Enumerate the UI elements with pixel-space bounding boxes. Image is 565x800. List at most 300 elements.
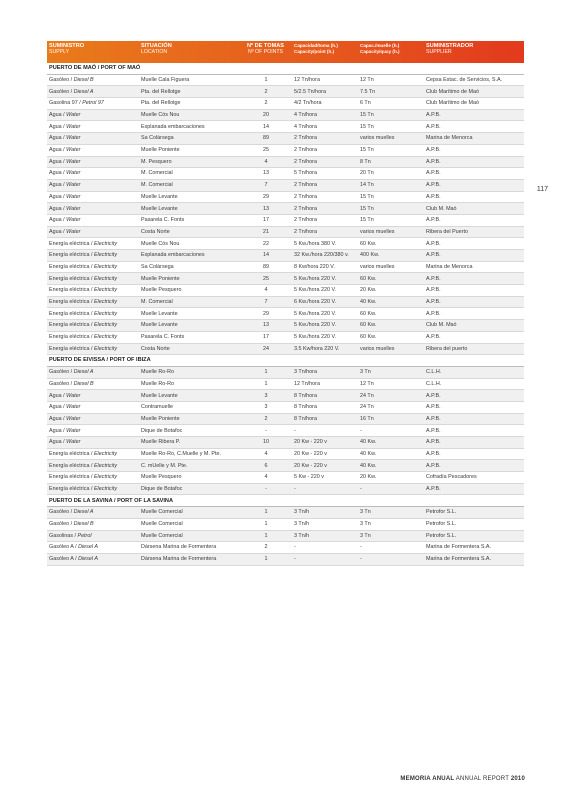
cell-capacity-point: 20 Kw - 220 v [292,460,358,472]
cell-capacity-quay: 60 Kw. [358,308,424,320]
cell-location: Costa Norte [139,226,240,238]
cell-supply [47,553,139,565]
table-row [47,285,524,297]
header-capacity-quay: Capac./muelle (h.) Capacity/quay (h.) [360,43,400,54]
cell-capacity-quay: 6 Tn [358,98,424,110]
cell-points: 25 [240,144,292,156]
cell-capacity-quay: 15 Tn [358,203,424,215]
cell-location: Muelle Ro-Ro, C.Muelle y M. Pte. [139,448,240,460]
cell-points: 4 [240,472,292,484]
cell-capacity-quay: 14 Tn [358,179,424,191]
cell-location: Muelle Comercial [139,518,240,530]
supply-en: Diesel A [73,369,94,376]
table-row [47,261,524,273]
cell-points: 21 [240,226,292,238]
cell-points: 17 [240,214,292,226]
supply-en: Diesel A [73,509,94,516]
cell-points: 2 [240,542,292,554]
supply-es: Agua / [49,182,67,189]
cell-capacity-point: 5 Kw - 220 v [292,472,358,484]
supply-en: Water [66,123,81,130]
cell-location: C. mUelle y M. Pte. [139,460,240,472]
supply-es: Gasóleo / [49,509,74,516]
cell-supplier: A.P.B. [424,214,524,226]
supply-en: Water [66,415,81,422]
supply-en: Diesel B [73,521,94,528]
cell-capacity-point: 5 Kw./hora 380 V. [292,238,358,250]
table-row [47,168,524,180]
supply-es: Energía eléctrica / [49,240,94,247]
cell-capacity-quay: 3 Tn [358,366,424,378]
cell-location: Muelle Levante [139,191,240,203]
cell-capacity-quay: 40 Kw. [358,448,424,460]
cell-location: Pasarela C. Fonts [139,214,240,226]
cell-supply [47,203,139,215]
cell-location: M. Pesquero [139,156,240,168]
cell-supplier: Ribera del puerto [424,343,524,355]
cell-location: Muelle Ro-Ro [139,366,240,378]
cell-location: Explanada embarcaciones [139,121,240,133]
supply-es: Gasóleo / [49,380,74,387]
supply-es: Agua / [49,415,67,422]
cell-capacity-quay: - [358,542,424,554]
supply-en: Petrol 97 [82,100,104,107]
cell-supply [47,378,139,390]
cell-capacity-point: 8 Tn/hora [292,413,358,425]
cell-location: Muelle Poniente [139,413,240,425]
header-supplier: SUMINISTRADOR SUPPLIER [426,43,474,56]
table-row [47,437,524,449]
cell-location: Muelle Levante [139,308,240,320]
table-row [47,460,524,472]
cell-capacity-point: - [292,553,358,565]
cell-capacity-point: - [292,483,358,495]
cell-points: 25 [240,273,292,285]
supply-table-container [47,41,524,566]
table-row [47,320,524,332]
cell-capacity-point: 5 Kw./hora 220 V. [292,320,358,332]
cell-supplier: A.P.B. [424,296,524,308]
supply-es: Agua / [49,427,67,434]
cell-capacity-quay: varios muelles [358,226,424,238]
cell-supply [47,86,139,98]
cell-capacity-quay: 15 Tn [358,191,424,203]
cell-supplier: Cofradía Pescadores [424,472,524,484]
cell-supplier: A.P.B. [424,413,524,425]
cell-capacity-point: 5 Tn/hora [292,168,358,180]
supply-es: Energía eléctrica / [49,334,94,341]
cell-location: Muelle Levante [139,320,240,332]
cell-supplier: A.P.B. [424,250,524,262]
cell-supply [47,518,139,530]
cell-capacity-quay: varios muelles [358,343,424,355]
cell-capacity-point: 3 Tn/hora [292,366,358,378]
supply-en: Water [66,193,81,200]
cell-capacity-quay: 40 Kw. [358,460,424,472]
cell-supplier: Ribera del Puerto [424,226,524,238]
supply-es: Energía eléctrica / [49,322,94,329]
cell-supply [47,472,139,484]
table-row [47,401,524,413]
cell-supply [47,320,139,332]
cell-location: M. Comercial [139,296,240,308]
cell-capacity-point: 8 Tn/hora [292,390,358,402]
supply-en: Diesel A [78,556,98,563]
section-header [47,355,524,367]
header-points: Nº DE TOMAS Nº OF POINTS [246,43,285,56]
cell-points: 10 [240,437,292,449]
cell-capacity-quay: 12 Tn [358,378,424,390]
cell-supply [47,121,139,133]
supply-en: Water [66,147,81,154]
supply-en: Water [66,392,81,399]
supply-en: Water [66,170,81,177]
cell-capacity-quay: 20 Tn [358,168,424,180]
table-row [47,109,524,121]
table-row [47,144,524,156]
table-row [47,203,524,215]
cell-supply [47,133,139,145]
cell-supply [47,250,139,262]
cell-supplier: A.P.B. [424,437,524,449]
cell-capacity-point: 6 Kw./hora 220 V. [292,296,358,308]
cell-supply [47,261,139,273]
header-location: SITUACIÓN LOCATION [141,43,172,56]
cell-points: 4 [240,156,292,168]
table-row [47,121,524,133]
cell-points: 7 [240,296,292,308]
cell-points: 4 [240,285,292,297]
cell-location: Muelle Pesquero [139,285,240,297]
supply-es: Energía eléctrica / [49,275,94,282]
cell-capacity-point: 2 Tn/hora [292,226,358,238]
supply-en: Electricity [93,287,118,294]
cell-capacity-quay: - [358,553,424,565]
cell-location: Pta. del Rellotge [139,98,240,110]
supply-en: Electricity [93,474,118,481]
cell-capacity-point: 5 Kw./hora 220 V. [292,273,358,285]
supply-es: Energía eléctrica / [49,462,94,469]
supply-es: Energía eléctrica / [49,310,94,317]
cell-location: Contramuelle [139,401,240,413]
supply-es: Gasóleo / [49,76,74,83]
cell-supplier: A.P.B. [424,483,524,495]
cell-supply [47,437,139,449]
cell-capacity-point: 5 Kw./hora 220 V. [292,308,358,320]
supply-es: Gasolinas / [49,532,78,539]
cell-location: Muelle Levante [139,203,240,215]
cell-capacity-point: 5 Kw./hora 220 V. [292,331,358,343]
cell-capacity-quay: 8 Tn [358,156,424,168]
cell-points: 89 [240,133,292,145]
cell-supply [47,273,139,285]
cell-supply [47,168,139,180]
section-title: PUERTO DE MAÓ / PORT OF MAÓ [47,63,524,74]
cell-capacity-quay: 60 Kw. [358,238,424,250]
cell-capacity-point: 5 Kw./hora 220 V. [292,285,358,297]
cell-capacity-quay: 3 Tn [358,530,424,542]
cell-points: 13 [240,168,292,180]
table-row [47,343,524,355]
cell-capacity-quay: - [358,483,424,495]
cell-supplier: A.P.B. [424,144,524,156]
cell-capacity-point: 4 Tn/hora [292,121,358,133]
cell-location: Muelle Comercial [139,507,240,519]
cell-capacity-quay: 3 Tn [358,507,424,519]
supply-en: Water [66,404,81,411]
footer-title-es: MEMORIA ANUAL [400,776,455,782]
cell-supply [47,308,139,320]
cell-supply [47,401,139,413]
cell-capacity-point: - [292,425,358,437]
table-row [47,413,524,425]
supply-es: Energía eléctrica / [49,252,94,259]
cell-capacity-quay: 24 Tn [358,390,424,402]
cell-capacity-point: 4/2 Tn/hora [292,98,358,110]
table-row [47,331,524,343]
cell-points: 1 [240,507,292,519]
cell-capacity-quay: 60 Kw. [358,320,424,332]
supply-en: Electricity [93,310,118,317]
cell-supply [47,343,139,355]
cell-supplier: Marina de Menorca [424,261,524,273]
section-title: PUERTO DE EIVISSA / PORT OF IBIZA [47,355,524,367]
cell-points: 20 [240,109,292,121]
footer [400,776,525,782]
cell-location: Dársena Marina de Formentera [139,553,240,565]
cell-supplier: Club Marítimo de Maó [424,86,524,98]
cell-capacity-quay: 3 Tn [358,518,424,530]
cell-capacity-point: - [292,542,358,554]
supply-es: Agua / [49,123,67,130]
cell-points: 4 [240,448,292,460]
cell-location: Explanada embarcaciones [139,250,240,262]
supply-en: Electricity [93,450,118,457]
cell-supplier: Petrofor S.L. [424,507,524,519]
supply-table [47,41,524,566]
supply-es: Agua / [49,147,67,154]
cell-points: 1 [240,518,292,530]
cell-location: Dársena Marina de Formentera [139,542,240,554]
supply-en: Electricity [93,334,118,341]
supply-es: Agua / [49,392,67,399]
supply-es: Agua / [49,158,67,165]
table-row [47,518,524,530]
cell-supplier: Club M. Maó [424,320,524,332]
table-row [47,86,524,98]
cell-capacity-point: 2 Tn/hora [292,214,358,226]
cell-location: Dique de Botafoc [139,425,240,437]
cell-supply [47,530,139,542]
supply-en: Electricity [93,322,118,329]
supply-es: Gasóleo A / [49,544,79,551]
cell-capacity-point: 2 Tn/hora [292,203,358,215]
supply-es: Energía eléctrica / [49,263,94,270]
cell-supply [47,296,139,308]
cell-points: 2 [240,86,292,98]
cell-supply [47,191,139,203]
supply-en: Electricity [93,252,118,259]
table-row [47,214,524,226]
table-row [47,273,524,285]
supply-en: Water [66,112,81,119]
cell-capacity-quay: 20 Kw. [358,285,424,297]
cell-points: 1 [240,530,292,542]
table-row [47,507,524,519]
cell-capacity-point: 5/2.5 Tn/hora [292,86,358,98]
cell-points: 2 [240,413,292,425]
cell-capacity-quay: 15 Tn [358,214,424,226]
cell-supply [47,226,139,238]
page-number: 117 [536,186,548,193]
table-row [47,448,524,460]
supply-en: Diesel A [73,88,94,95]
cell-points: 24 [240,343,292,355]
cell-supply [47,366,139,378]
table-row [47,425,524,437]
supply-es: Energía eléctrica / [49,486,94,493]
cell-supply [47,98,139,110]
cell-supply [47,214,139,226]
cell-capacity-point: 8 Tn/hora [292,401,358,413]
cell-location: Muelle Pesquero [139,472,240,484]
cell-location: Sa Colàrsega [139,261,240,273]
cell-supplier: Club Marítimo de Maó [424,98,524,110]
supply-en: Electricity [93,275,118,282]
cell-supplier: Marina de Formentera S.A. [424,542,524,554]
cell-location: M. Comercial [139,168,240,180]
cell-supplier: A.P.B. [424,425,524,437]
cell-supplier: A.P.B. [424,109,524,121]
footer-year: 2010 [510,776,525,782]
supply-en: Electricity [93,240,118,247]
cell-supplier: A.P.B. [424,460,524,472]
cell-supply [47,542,139,554]
cell-capacity-point: 3 Tn/h [292,518,358,530]
cell-capacity-point: 4 Tn/hora [292,109,358,121]
cell-supplier: Marina de Menorca [424,133,524,145]
cell-capacity-quay: 20 Kw. [358,472,424,484]
cell-points: 13 [240,203,292,215]
cell-capacity-point: 8 Kw/hora 220 V. [292,261,358,273]
supply-es: Gasóleo / [49,88,74,95]
section-header [47,63,524,74]
cell-points: - [240,483,292,495]
supply-en: Water [66,135,81,142]
cell-location: Pasarela C. Fonts [139,331,240,343]
cell-location: Muelle Cala Figuera [139,74,240,86]
cell-location: Muelle Comercial [139,530,240,542]
cell-supply [47,425,139,437]
cell-supplier: C.L.H. [424,378,524,390]
supply-es: Agua / [49,170,67,177]
cell-points: 17 [240,331,292,343]
cell-supplier: A.P.B. [424,238,524,250]
cell-location: Muelle Cós Nou [139,109,240,121]
supply-es: Energía eléctrica / [49,450,94,457]
table-row [47,483,524,495]
supply-es: Energía eléctrica / [49,345,94,352]
cell-location: Muelle Ribera P. [139,437,240,449]
header-capacity-point: Capacidad/toma (h.) Capacity/point (h.) [294,43,338,54]
table-row [47,156,524,168]
table-row [47,74,524,86]
table-row [47,296,524,308]
cell-capacity-quay: 40 Kw. [358,296,424,308]
table-row [47,530,524,542]
supply-en: Electricity [93,299,118,306]
table-row [47,226,524,238]
cell-location: Muelle Ro-Ro [139,378,240,390]
table-row [47,390,524,402]
cell-supply [47,507,139,519]
footer-title-en: ANNUAL REPORT [455,776,509,782]
supply-en: Electricity [93,263,118,270]
cell-supply [47,448,139,460]
cell-supplier: A.P.B. [424,273,524,285]
table-row [47,542,524,554]
supply-es: Agua / [49,404,67,411]
supply-en: Electricity [93,486,118,493]
cell-points: 3 [240,401,292,413]
supply-en: Electricity [93,345,118,352]
supply-en: Water [66,158,81,165]
cell-capacity-point: 3 Tn/h [292,530,358,542]
table-row [47,553,524,565]
cell-supplier: A.P.B. [424,191,524,203]
cell-points: 1 [240,74,292,86]
cell-capacity-quay: varios muelles [358,261,424,273]
cell-supplier: Petrofor S.L. [424,530,524,542]
cell-points: 3 [240,390,292,402]
cell-capacity-point: 2 Tn/hora [292,144,358,156]
cell-supplier: A.P.B. [424,121,524,133]
cell-supplier: A.P.B. [424,156,524,168]
cell-capacity-quay: 15 Tn [358,121,424,133]
table-row [47,366,524,378]
supply-en: Diesel B [73,76,94,83]
cell-supply [47,413,139,425]
cell-capacity-point: 3 Tn/h [292,507,358,519]
cell-supplier: A.P.B. [424,390,524,402]
cell-capacity-quay: - [358,425,424,437]
cell-points: 14 [240,121,292,133]
cell-supply [47,109,139,121]
header-supply: SUMINISTRO SUPPLY [49,43,85,56]
cell-location: Sa Colàrsega [139,133,240,145]
cell-location: Dique de Botafoc [139,483,240,495]
cell-supply [47,285,139,297]
cell-capacity-point: 12 Tn/hora [292,378,358,390]
table-row [47,308,524,320]
cell-points: 14 [240,250,292,262]
supply-es: Agua / [49,228,67,235]
cell-capacity-point: 2 Tn/hora [292,156,358,168]
table-row [47,238,524,250]
cell-capacity-point: 32 Kw./hora 220/380 v. [292,250,358,262]
table-row [47,250,524,262]
cell-capacity-quay: 40 Kw. [358,437,424,449]
cell-capacity-quay: 16 Tn [358,413,424,425]
supply-en: Water [66,427,81,434]
cell-capacity-quay: 60 Kw. [358,273,424,285]
cell-location: Muelle Poniente [139,273,240,285]
cell-capacity-point: 2 Tn/hora [292,133,358,145]
supply-es: Agua / [49,439,67,446]
table-row [47,191,524,203]
cell-supply [47,74,139,86]
supply-en: Electricity [93,462,118,469]
